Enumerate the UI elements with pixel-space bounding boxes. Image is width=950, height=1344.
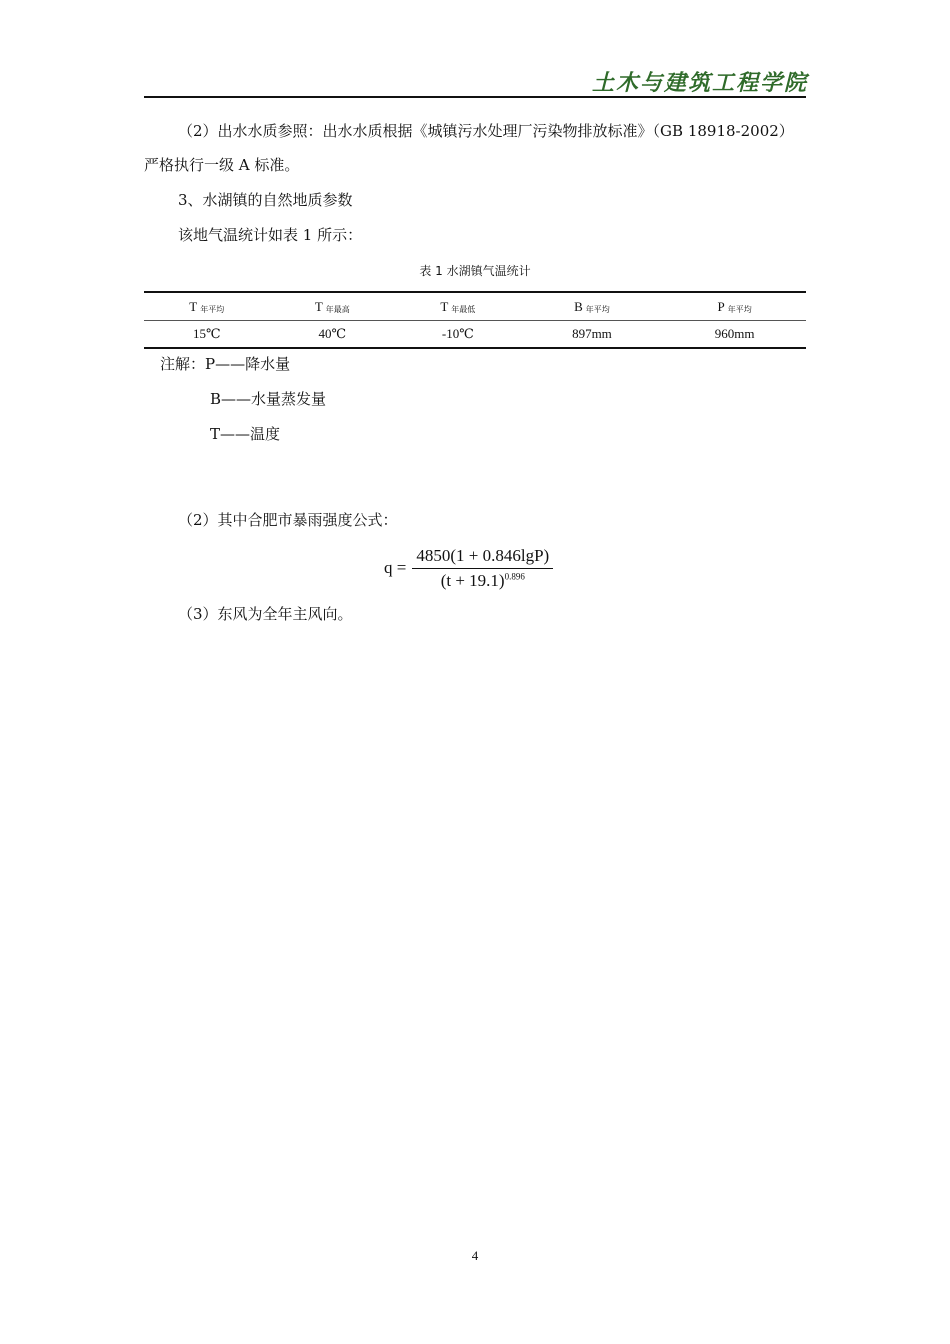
table-cell: 40℃ [318,326,347,341]
note-temperature: T——温度 [210,425,281,443]
effluent-quality-paragraph: （2）出水水质参照：出水水质根据《城镇污水处理厂污染物排放标准》（GB 18918-2002）严格执行一级 A 标准。 [144,122,794,174]
page-number: 4 [471,1248,479,1263]
rainstorm-formula-intro: （2）其中合肥市暴雨强度公式： [178,511,398,529]
rainstorm-intensity-formula [384,540,553,596]
header-cell-t-avg: T 年平均 [189,298,225,314]
formula-fraction [412,546,553,591]
header-cell-p-avg: P 年平均 [717,298,752,314]
note-precipitation: 注解：P——降水量 [160,355,291,373]
formula-numerator: 4850(1 + 0.846lgP) [412,546,553,569]
formula-lhs: q = [384,558,407,577]
table-row [144,321,806,349]
temperature-intro: 该地气温统计如表 1 所示： [178,226,363,244]
section-heading-natural-parameters: 3、水湖镇的自然地质参数 [178,191,353,209]
note-evaporation: B——水量蒸发量 [210,390,327,408]
formula-exponent: 0.896 [504,570,525,581]
wind-direction-paragraph: （3）东风为全年主风向。 [178,605,353,623]
table-cell: 960mm [714,326,755,341]
header-cell-b-avg: B 年平均 [574,298,610,314]
table-caption: 表 1 水湖镇气温统计 [419,264,531,278]
table-cell: -10℃ [441,326,474,341]
formula-denominator: $(t + 19.1)^{0.896}$ [440,570,525,590]
header-rule [144,96,806,98]
table-header-row [144,292,806,321]
table-cell: 897mm [572,326,612,341]
table-cell: 15℃ [192,326,221,341]
header-cell-t-max: T 年最高 [314,298,350,314]
header-cell-t-min: T 年最低 [440,298,476,314]
institution-logo: 土木与建筑工程学院 [591,70,808,96]
temperature-table [144,291,806,349]
